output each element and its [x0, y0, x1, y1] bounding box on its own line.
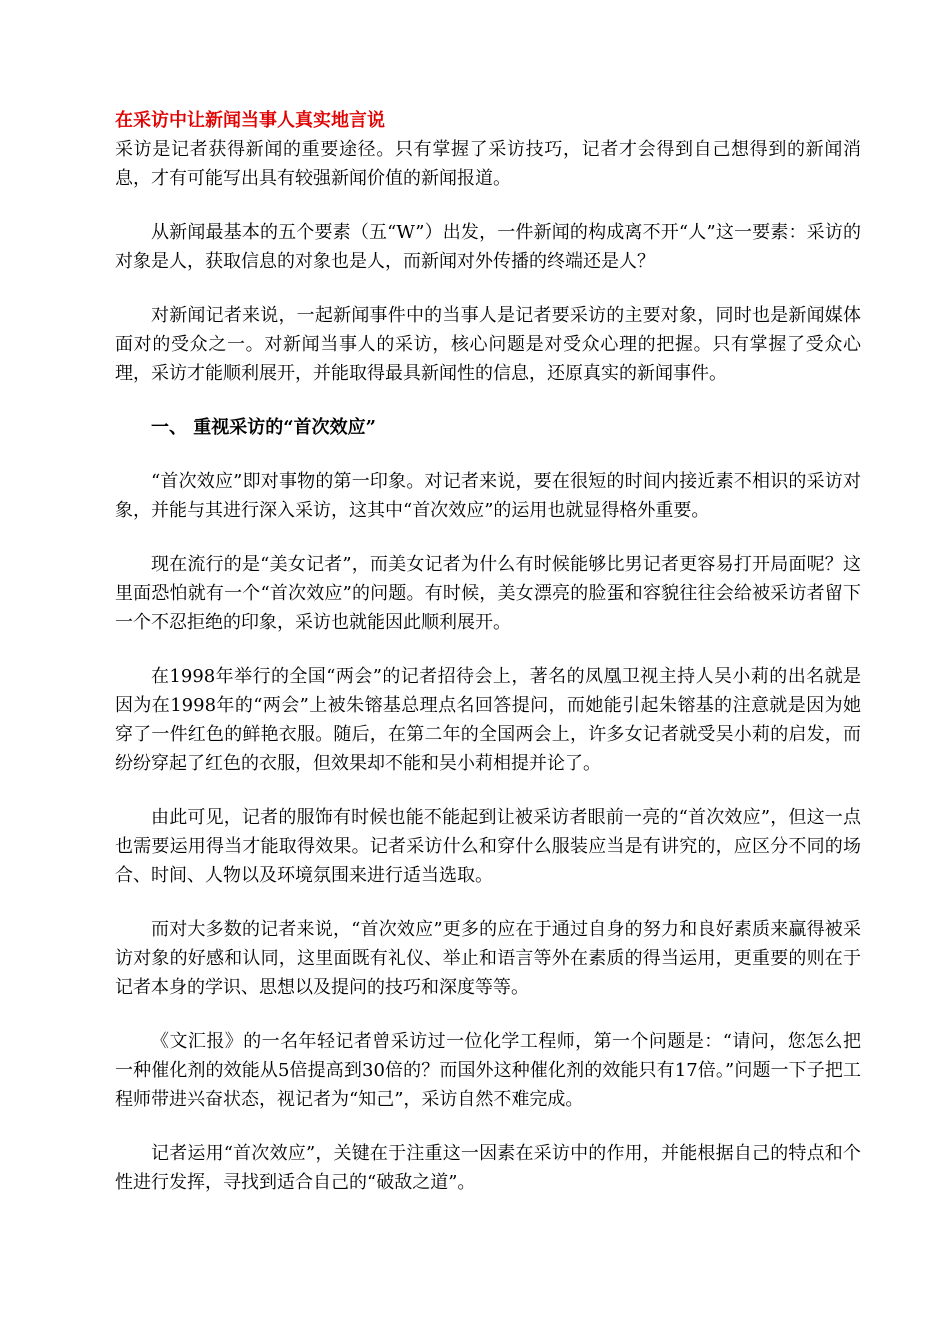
paragraph-gap — [115, 778, 861, 803]
paragraph-attire: 由此可见，记者的服饰有时候也能不能起到让被采访者眼前一亮的“首次效应”，但这一点也需要运用得当才能取得效果。记者采访什么和穿什么服装应当是有讲究的，应区分不同的场合、时间、人物以及环境氛围来进行适当选取。 — [115, 807, 861, 886]
paragraph-conclusion: 记者运用“首次效应”，关键在于注重这一因素在采访中的作用，并能根据自己的特点和个性进行发挥，寻找到适合自己的“破敌之道”。 — [115, 1143, 861, 1193]
document-page — [115, 106, 861, 1197]
paragraph-gap — [115, 637, 861, 662]
paragraph-wu-xiaoli: 在1998年举行的全国“两会”的记者招待会上，著名的凤凰卫视主持人吴小莉的出名就是因为在1998年的“两会”上被朱镕基总理点名回答提问，而她能引起朱镕基的注意就是因为她穿了一件红色的鲜艳衣服。随后，在第二年的全国两会上，许多女记者就受吴小莉的启发，而纷纷穿起了红色的衣服，但效果却不能和吴小莉相提并论了。 — [115, 666, 861, 774]
paragraph-personal-quality: 而对大多数的记者来说，“首次效应”更多的应在于通过自身的努力和良好素质来赢得被采访对象的好感和认同，这里面既有礼仪、举止和语言等外在素质的得当运用，更重要的则在于记者本身的学识、思想以及提问的技巧和深度等等。 — [115, 919, 861, 998]
intro-paragraph: 采访是记者获得新闻的重要途径。只有掌握了采访技巧，记者才会得到自己想得到的新闻消息，才有可能写出具有较强新闻价值的新闻报道。 — [115, 139, 861, 189]
paragraph-beauty-reporter: 现在流行的是“美女记者”，而美女记者为什么有时候能够比男记者更容易打开局面呢？这里面恐怕就有一个“首次效应”的问题。有时候，美女漂亮的脸蛋和容貌往往会给被采访者留下一个不忍拒绝的印象，采访也就能因此顺利展开。 — [115, 554, 861, 633]
paragraph-gap — [115, 193, 861, 218]
paragraph-gap — [115, 388, 861, 413]
paragraph-gap — [115, 276, 861, 301]
paragraph-wenhuibao-example: 《文汇报》的一名年轻记者曾采访过一位化学工程师，第一个问题是：“请问，您怎么把一种催化剂的效能从5倍提高到30倍的？而国外这种催化剂的效能只有17倍。”问题一下子把工程师带进兴奋状态，视记者为“知己”，采访自然不难完成。 — [115, 1031, 861, 1110]
document-title: 在采访中让新闻当事人真实地言说 — [115, 110, 385, 131]
paragraph-gap — [115, 1002, 861, 1027]
section-heading-first-effect: 一、 重视采访的“首次效应” — [151, 417, 376, 438]
paragraph-gap — [115, 442, 861, 467]
paragraph-audience-psychology: 对新闻记者来说，一起新闻事件中的当事人是记者要采访的主要对象，同时也是新闻媒体面对的受众之一。对新闻当事人的采访，核心问题是对受众心理的把握。只有掌握了受众心理，采访才能顺利展开，并能取得最具新闻性的信息，还原真实的新闻事件。 — [115, 305, 861, 384]
paragraph-gap — [115, 1114, 861, 1139]
paragraph-gap — [115, 890, 861, 915]
paragraph-first-impression: “首次效应”即对事物的第一印象。对记者来说，要在很短的时间内接近素不相识的采访对象，并能与其进行深入采访，这其中“首次效应”的运用也就显得格外重要。 — [115, 471, 861, 521]
paragraph-five-w: 从新闻最基本的五个要素（五“W”）出发，一件新闻的构成离不开“人”这一要素：采访的对象是人，获取信息的对象也是人，而新闻对外传播的终端还是人？ — [115, 222, 861, 272]
paragraph-gap — [115, 525, 861, 550]
